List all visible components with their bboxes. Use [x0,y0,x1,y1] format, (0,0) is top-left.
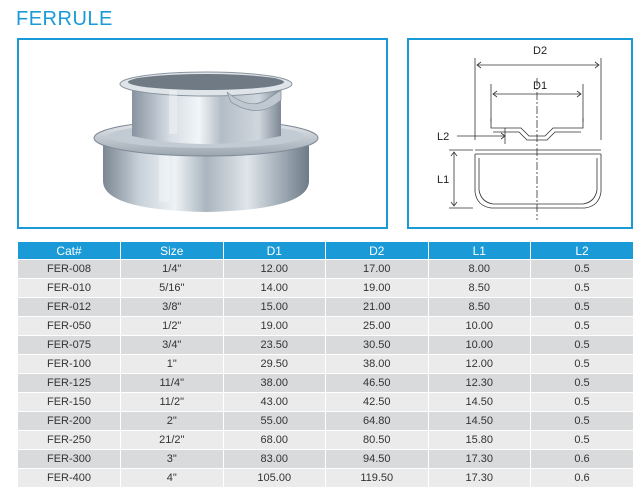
cell-l2: 0.5 [531,298,634,317]
cell-l1: 8.50 [428,298,531,317]
cell-l2: 0.5 [531,393,634,412]
cell-l1: 12.00 [428,355,531,374]
page-title: FERRULE [16,8,113,30]
cell-d1: 55.00 [223,412,326,431]
cell-d1: 12.00 [223,260,326,279]
header-d2: D2 [326,242,429,260]
cell-d1: 83.00 [223,450,326,469]
cell-cat: FER-300 [18,450,121,469]
cell-d2: 119.50 [326,469,429,488]
cell-cat: FER-010 [18,279,121,298]
header-d1: D1 [223,242,326,260]
cell-l1: 8.00 [428,260,531,279]
cell-cat: FER-050 [18,317,121,336]
cell-d1: 23.50 [223,336,326,355]
cell-d1: 29.50 [223,355,326,374]
cell-l2: 0.5 [531,355,634,374]
cell-size: 5/16" [121,279,224,298]
table-header-row [18,242,633,260]
table-row [18,412,633,431]
cell-l2: 0.5 [531,336,634,355]
cell-d1: 68.00 [223,431,326,450]
cell-l1: 14.50 [428,412,531,431]
header-size: Size [121,242,224,260]
table-row [18,298,633,317]
cell-d1: 15.00 [223,298,326,317]
diagram-label-l1: L1 [437,174,450,186]
cell-l2: 0.6 [531,469,634,488]
cell-d1: 38.00 [223,374,326,393]
cell-l2: 0.5 [531,374,634,393]
table-row [18,393,633,412]
header-cat: Cat# [18,242,121,260]
table-row [18,374,633,393]
dimension-diagram-frame [407,38,633,229]
cell-d1: 14.00 [223,279,326,298]
table-row [18,469,633,488]
cell-d2: 42.50 [326,393,429,412]
cell-l2: 0.6 [531,450,634,469]
table-row [18,317,633,336]
cell-l1: 10.00 [428,317,531,336]
cell-l2: 0.5 [531,431,634,450]
cell-size: 3/8" [121,298,224,317]
cell-cat: FER-125 [18,374,121,393]
header-l2: L2 [531,242,634,260]
cell-l1: 8.50 [428,279,531,298]
cell-d2: 38.00 [326,355,429,374]
cell-d2: 19.00 [326,279,429,298]
cell-l1: 14.50 [428,393,531,412]
dimension-diagram [409,40,631,227]
cell-d2: 21.00 [326,298,429,317]
cell-size: 3/4" [121,336,224,355]
product-photo-frame [17,38,388,229]
table-row [18,279,633,298]
cell-l1: 17.30 [428,469,531,488]
cell-cat: FER-008 [18,260,121,279]
cell-cat: FER-200 [18,412,121,431]
cell-l1: 17.30 [428,450,531,469]
table-row [18,431,633,450]
cell-size: 11/2" [121,393,224,412]
cell-d1: 43.00 [223,393,326,412]
cell-l2: 0.5 [531,279,634,298]
cell-cat: FER-100 [18,355,121,374]
cell-cat: FER-400 [18,469,121,488]
cell-size: 1/2" [121,317,224,336]
cell-d2: 17.00 [326,260,429,279]
table-row [18,450,633,469]
table-row [18,336,633,355]
cell-l1: 10.00 [428,336,531,355]
cell-d2: 80.50 [326,431,429,450]
diagram-label-d2: D2 [533,45,548,57]
header-l1: L1 [428,242,531,260]
cell-d2: 30.50 [326,336,429,355]
cell-d1: 105.00 [223,469,326,488]
cell-d2: 46.50 [326,374,429,393]
ferrule-photo [19,40,386,227]
cell-l1: 15.80 [428,431,531,450]
cell-size: 3" [121,450,224,469]
cell-l2: 0.5 [531,412,634,431]
cell-d2: 94.50 [326,450,429,469]
cell-size: 21/2" [121,431,224,450]
cell-size: 1/4" [121,260,224,279]
cell-d2: 64.80 [326,412,429,431]
cell-cat: FER-250 [18,431,121,450]
cell-cat: FER-012 [18,298,121,317]
table-row [18,355,633,374]
cell-size: 2" [121,412,224,431]
spec-table [18,242,633,487]
cell-l2: 0.5 [531,317,634,336]
cell-d1: 19.00 [223,317,326,336]
cell-cat: FER-075 [18,336,121,355]
cell-d2: 25.00 [326,317,429,336]
table-row [18,260,633,279]
cell-l2: 0.5 [531,260,634,279]
cell-cat: FER-150 [18,393,121,412]
diagram-label-l2: L2 [437,131,450,143]
cell-size: 4" [121,469,224,488]
cell-l1: 12.30 [428,374,531,393]
cell-size: 1" [121,355,224,374]
diagram-label-d1: D1 [533,80,548,92]
cell-size: 11/4" [121,374,224,393]
